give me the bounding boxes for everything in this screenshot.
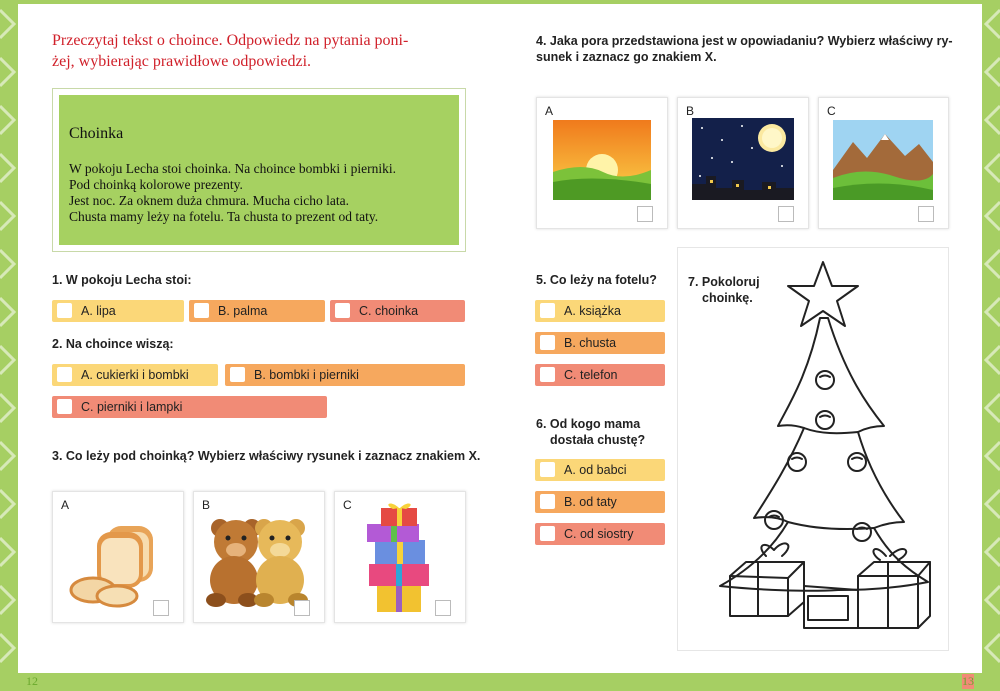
option-label: C. telefon (564, 368, 618, 382)
coloring-card[interactable] (677, 247, 949, 651)
checkbox[interactable] (57, 399, 72, 414)
checkbox[interactable] (230, 367, 245, 382)
christmas-tree-outline-icon (708, 256, 938, 640)
checkbox[interactable] (194, 303, 209, 318)
card-letter: B (686, 104, 695, 118)
answer-checkbox[interactable] (918, 206, 934, 222)
question-4-line: 4. Jaka pora przedstawiona jest w opowiadaniu? Wybierz właściwy ry- (536, 34, 953, 48)
checkbox[interactable] (335, 303, 350, 318)
q1-option-c[interactable] (330, 300, 465, 322)
night-sky-icon (692, 118, 794, 200)
story-line: W pokoju Lecha stoi choinka. Na choince bombki i pierniki. (69, 161, 397, 176)
q2-option-b[interactable] (225, 364, 465, 386)
question-2: 2. Na choince wiszą: (52, 337, 174, 351)
instruction-line: Przeczytaj tekst o choince. Odpowiedz na pytania poni- (52, 32, 409, 49)
gift-boxes-icon (363, 502, 437, 614)
question-4 (536, 33, 953, 65)
story-line: Chusta mamy leży na fotelu. Ta chusta to prezent od taty. (69, 209, 379, 224)
option-label: A. od babci (564, 463, 627, 477)
option-label: C. choinka (359, 304, 419, 318)
q4-card-b[interactable] (677, 97, 809, 229)
card-letter: C (343, 498, 352, 512)
instruction-text (52, 30, 482, 72)
teddy-bears-icon (200, 514, 318, 608)
card-letter: A (61, 498, 70, 512)
option-label: C. od siostry (564, 527, 634, 541)
bread-icon (67, 518, 167, 608)
q1-option-b[interactable] (189, 300, 325, 322)
answer-checkbox[interactable] (435, 600, 451, 616)
question-1: 1. W pokoju Lecha stoi: (52, 273, 192, 287)
page-number-right: 13 (962, 674, 974, 688)
question-7-line: 7. Pokoloruj (688, 275, 760, 289)
q5-option-c[interactable] (535, 364, 665, 386)
checkbox[interactable] (540, 462, 555, 477)
q3-card-a[interactable] (52, 491, 184, 623)
instruction-line: żej, wybierając prawidłowe odpowiedzi. (52, 53, 312, 70)
option-label: A. cukierki i bombki (81, 368, 189, 382)
story-panel (59, 95, 459, 245)
mountain-day-icon (833, 120, 933, 200)
q4-card-a[interactable] (536, 97, 668, 229)
answer-checkbox[interactable] (778, 206, 794, 222)
checkbox[interactable] (57, 303, 72, 318)
card-letter: A (545, 104, 554, 118)
question-5: 5. Co leży na fotelu? (536, 273, 657, 287)
question-7-line: choinkę. (702, 291, 753, 305)
answer-checkbox[interactable] (637, 206, 653, 222)
option-label: A. książka (564, 304, 621, 318)
page-number-left: 12 (26, 674, 38, 688)
q5-option-a[interactable] (535, 300, 665, 322)
q4-card-c[interactable] (818, 97, 949, 229)
story-text (69, 161, 396, 225)
question-3: 3. Co leży pod choinką? Wybierz właściwy rysunek i zaznacz znakiem X. (52, 449, 481, 463)
q6-option-c[interactable] (535, 523, 665, 545)
checkbox[interactable] (540, 335, 555, 350)
q3-card-b[interactable] (193, 491, 325, 623)
option-label: C. pierniki i lampki (81, 400, 183, 414)
question-6-line: 6. Od kogo mama (536, 417, 641, 431)
answer-checkbox[interactable] (153, 600, 169, 616)
q6-option-a[interactable] (535, 459, 665, 481)
question-6-line: dostała chustę? (550, 433, 646, 447)
option-label: A. lipa (81, 304, 116, 318)
q5-option-b[interactable] (535, 332, 665, 354)
checkbox[interactable] (57, 367, 72, 382)
checkbox[interactable] (540, 526, 555, 541)
option-label: B. od taty (564, 495, 617, 509)
q2-option-c[interactable] (52, 396, 327, 418)
option-label: B. palma (218, 304, 268, 318)
q6-option-b[interactable] (535, 491, 665, 513)
story-title: Choinka (69, 125, 124, 142)
checkbox[interactable] (540, 494, 555, 509)
sunrise-icon (553, 120, 651, 200)
checkbox[interactable] (540, 367, 555, 382)
story-box (52, 88, 466, 252)
option-label: B. chusta (564, 336, 617, 350)
card-letter: B (202, 498, 211, 512)
story-line: Jest noc. Za oknem duża chmura. Mucha cicho lata. (69, 193, 350, 208)
q1-option-a[interactable] (52, 300, 184, 322)
card-letter: C (827, 104, 836, 118)
answer-checkbox[interactable] (294, 600, 310, 616)
question-4-line: sunek i zaznacz go znakiem X. (536, 50, 717, 64)
option-label: B. bombki i pierniki (254, 368, 359, 382)
question-6 (536, 416, 645, 448)
q2-option-a[interactable] (52, 364, 218, 386)
checkbox[interactable] (540, 303, 555, 318)
q3-card-c[interactable] (334, 491, 466, 623)
story-line: Pod choinką kolorowe prezenty. (69, 177, 243, 192)
